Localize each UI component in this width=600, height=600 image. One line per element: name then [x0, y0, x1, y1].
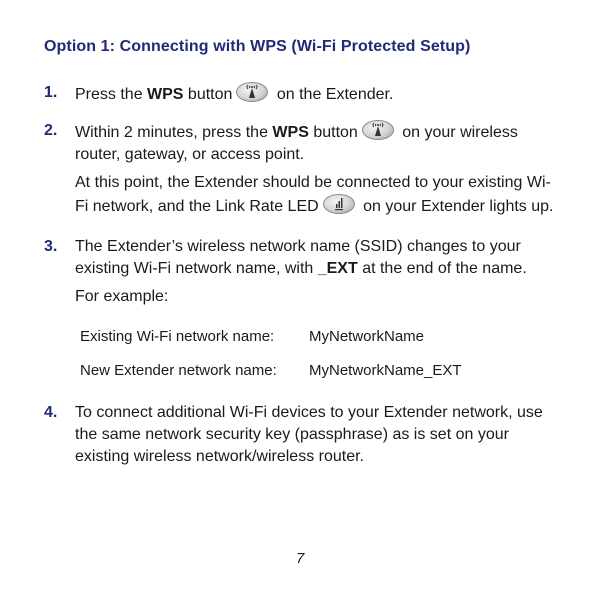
step-4 — [44, 402, 564, 468]
step-number: 3. — [44, 238, 58, 255]
step-bold-text: WPS — [147, 86, 184, 103]
step-text: To connect additional Wi-Fi devices to your Extender network, use the same network security key (passphrase) as is set on your existing wireless network/wireless router. — [75, 404, 543, 465]
step-number: 4. — [44, 404, 58, 421]
step-text: The Extender’s wireless network name (SSID) changes to your existing Wi-Fi network name, with — [75, 238, 521, 277]
step-text: button — [308, 124, 358, 141]
section-heading: Option 1: Connecting with WPS (Wi-Fi Protected Setup) — [44, 38, 471, 55]
step-3 — [44, 236, 564, 308]
example-label: Existing Wi-Fi network name: — [80, 328, 275, 345]
wps-button-icon — [362, 120, 394, 140]
example-value: MyNetworkName_EXT — [309, 362, 462, 379]
step-1 — [44, 82, 564, 106]
step-bold-text: _EXT — [317, 260, 358, 277]
example-row — [80, 362, 462, 396]
step-2 — [44, 120, 564, 218]
step-text: Press the — [75, 86, 148, 103]
link-rate-led-icon — [323, 194, 355, 214]
step-note: on your Extender lights up. — [358, 198, 554, 215]
step-text: Within 2 minutes, press the — [75, 124, 273, 141]
example-value: MyNetworkName — [309, 328, 425, 345]
step-text: on your wireless router, gateway, or access point. — [75, 124, 518, 163]
step-note: For example: — [75, 288, 169, 305]
example-table — [80, 328, 462, 396]
example-label: New Extender network name: — [80, 362, 277, 379]
example-row — [80, 328, 462, 362]
wps-button-icon — [236, 82, 268, 102]
step-text: button — [183, 86, 233, 103]
page-number: 7 — [296, 550, 305, 567]
step-text: on the Extender. — [272, 86, 394, 103]
step-bold-text: WPS — [272, 124, 309, 141]
step-number: 2. — [44, 122, 58, 139]
step-number: 1. — [44, 84, 58, 101]
step-text: at the end of the name. — [357, 260, 527, 277]
step-note: At this point, the Extender should be connected to your existing Wi-Fi network, and the Link Rate LED — [75, 174, 551, 215]
